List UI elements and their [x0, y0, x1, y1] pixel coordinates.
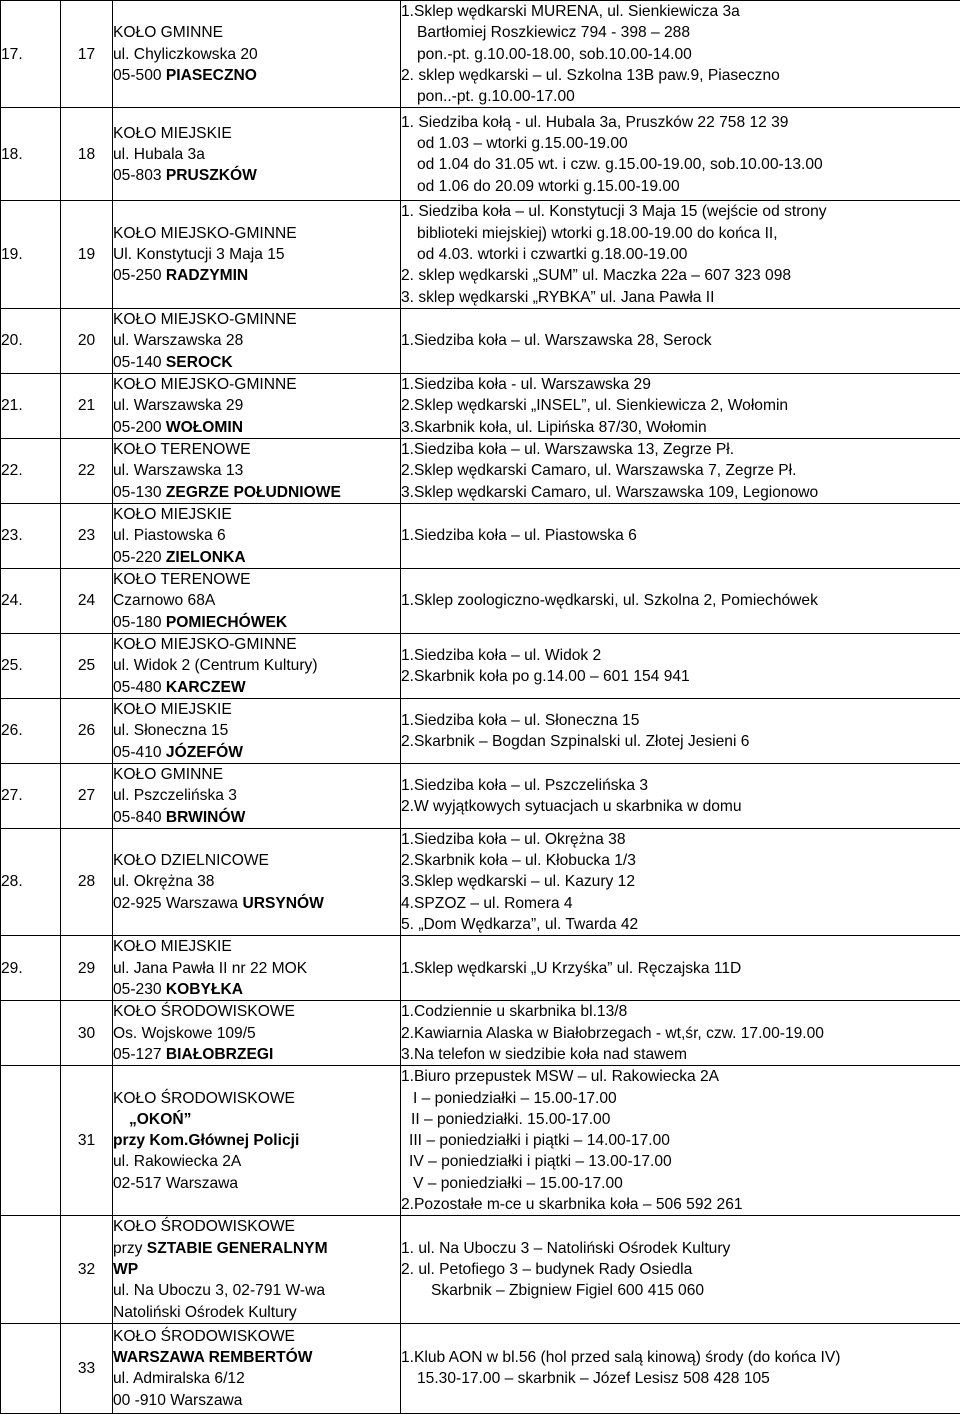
address-line — [113, 44, 400, 65]
address-text: ul. Słoneczna 15 — [113, 722, 228, 739]
address-line — [113, 590, 400, 611]
address-line — [113, 742, 400, 763]
address-text: 05-500 — [113, 67, 166, 84]
table-row — [1, 503, 960, 568]
address-line — [113, 460, 400, 481]
row-ordinal: 20. — [1, 308, 61, 373]
address-text-bold: KARCZEW — [166, 679, 246, 696]
table-row — [1, 698, 960, 763]
address-line — [113, 569, 400, 590]
club-address-cell — [113, 936, 401, 1001]
info-line: od 1.06 do 20.09 wtorki g.15.00-19.00 — [401, 176, 960, 197]
info-line: 1. ul. Na Uboczu 3 – Natoliński Ośrodek Kultury — [401, 1238, 960, 1259]
address-text: 05-480 — [113, 679, 166, 696]
row-ordinal: 24. — [1, 568, 61, 633]
address-line — [113, 22, 400, 43]
address-line — [113, 1044, 400, 1065]
row-ordinal: 27. — [1, 763, 61, 828]
club-info-cell — [401, 1, 960, 108]
address-line — [113, 504, 400, 525]
address-text-bold: WP — [113, 1261, 138, 1278]
address-text: Os. Wojskowe 109/5 — [113, 1025, 256, 1042]
club-address-cell — [113, 373, 401, 438]
info-line: I – poniedziałki – 15.00-17.00 — [401, 1088, 960, 1109]
table-body — [1, 1, 960, 1414]
club-address-cell — [113, 633, 401, 698]
address-text: KOŁO ŚRODOWISKOWE — [113, 1328, 295, 1345]
table-row — [1, 373, 960, 438]
info-line: 1.Siedziba koła – ul. Warszawska 13, Zegrze Pł. — [401, 439, 960, 460]
club-address-cell — [113, 503, 401, 568]
club-address-cell — [113, 763, 401, 828]
info-line: 2.Pozostałe m-ce u skarbnika koła – 506 592 261 — [401, 1194, 960, 1215]
row-ordinal — [1, 1001, 61, 1066]
club-address-cell — [113, 1001, 401, 1066]
info-line: pon.-pt. g.10.00-18.00, sob.10.00-14.00 — [401, 44, 960, 65]
address-text: 05-127 — [113, 1046, 166, 1063]
address-text: 05-180 — [113, 614, 166, 631]
address-line — [113, 65, 400, 86]
address-text: KOŁO GMINNE — [113, 766, 223, 783]
club-address-cell — [113, 828, 401, 935]
address-text: Natoliński Ośrodek Kultury — [113, 1304, 297, 1321]
info-line: 2.Skarbnik koła po g.14.00 – 601 154 941 — [401, 666, 960, 687]
club-info-cell — [401, 698, 960, 763]
row-ordinal: 23. — [1, 503, 61, 568]
address-text: 05-250 — [113, 267, 166, 284]
address-line — [113, 1109, 400, 1130]
table-row — [1, 438, 960, 503]
address-text: 05-140 — [113, 354, 166, 371]
address-text-bold: SEROCK — [166, 354, 233, 371]
address-text: ul. Widok 2 (Centrum Kultury) — [113, 657, 318, 674]
address-text: KOŁO ŚRODOWISKOWE — [113, 1218, 295, 1235]
info-line: 1.Biuro przepustek MSW – ul. Rakowiecka 2A — [401, 1066, 960, 1087]
club-number: 20 — [61, 308, 113, 373]
address-text: 02-925 Warszawa — [113, 895, 242, 912]
address-text: Czarnowo 68A — [113, 592, 215, 609]
address-line — [113, 417, 400, 438]
info-line: 4.SPZOZ – ul. Romera 4 — [401, 893, 960, 914]
address-text-bold: „OKOŃ” — [129, 1111, 191, 1128]
address-text: KOŁO MIEJSKIE — [113, 701, 232, 718]
club-info-cell — [401, 201, 960, 308]
address-text: ul. Warszawska 29 — [113, 397, 243, 414]
row-ordinal: 19. — [1, 201, 61, 308]
club-info-cell — [401, 503, 960, 568]
address-text: ul. Pszczelińska 3 — [113, 787, 237, 804]
info-line: 1.Sklep wędkarski MURENA, ul. Sienkiewicza 3a — [401, 1, 960, 22]
club-number: 27 — [61, 763, 113, 828]
address-line — [113, 1326, 400, 1347]
address-line — [113, 850, 400, 871]
club-address-cell — [113, 568, 401, 633]
address-text-bold: KOBYŁKA — [166, 981, 243, 998]
club-address-cell — [113, 1, 401, 108]
address-line — [113, 1151, 400, 1172]
club-address-cell — [113, 108, 401, 201]
address-line — [113, 699, 400, 720]
address-line — [113, 547, 400, 568]
club-info-cell — [401, 763, 960, 828]
row-ordinal: 21. — [1, 373, 61, 438]
club-address-cell — [113, 201, 401, 308]
address-text: 05-840 — [113, 809, 166, 826]
address-line — [113, 1088, 400, 1109]
info-line: 1. Siedziba koła – ul. Konstytucji 3 Maja 15 (wejście od strony — [401, 201, 960, 222]
address-text: ul. Warszawska 13 — [113, 462, 243, 479]
info-line: 1.Sklep wędkarski „U Krzyśka” ul. Ręczajska 11D — [401, 958, 960, 979]
club-address-cell — [113, 698, 401, 763]
address-line — [113, 352, 400, 373]
club-info-cell — [401, 373, 960, 438]
info-line: 15.30-17.00 – skarbnik – Józef Lesisz 508 428 105 — [401, 1368, 960, 1389]
row-ordinal: 29. — [1, 936, 61, 1001]
address-line — [113, 265, 400, 286]
club-address-cell — [113, 1216, 401, 1323]
address-text-bold: POMIECHÓWEK — [166, 614, 287, 631]
info-line: 2.Kawiarnia Alaska w Białobrzegach - wt,śr, czw. 17.00-19.00 — [401, 1023, 960, 1044]
address-text-bold: SZTABIE GENERALNYM — [147, 1240, 328, 1257]
club-number: 22 — [61, 438, 113, 503]
address-line — [113, 655, 400, 676]
info-line: pon..-pt. g.10.00-17.00 — [401, 86, 960, 107]
club-address-cell — [113, 308, 401, 373]
table-row — [1, 1216, 960, 1323]
club-address-cell — [113, 438, 401, 503]
club-number: 19 — [61, 201, 113, 308]
address-text-bold: URSYNÓW — [242, 895, 323, 912]
info-line: 3.Na telefon w siedzibie koła nad stawem — [401, 1044, 960, 1065]
address-line — [113, 979, 400, 1000]
info-line: V – poniedziałki – 15.00-17.00 — [401, 1173, 960, 1194]
info-line: 3. sklep wędkarski „RYBKA” ul. Jana Pawła II — [401, 287, 960, 308]
club-number: 24 — [61, 568, 113, 633]
address-text: 02-517 Warszawa — [113, 1175, 238, 1192]
row-ordinal: 18. — [1, 108, 61, 201]
row-ordinal: 25. — [1, 633, 61, 698]
address-text: 05-130 — [113, 484, 166, 501]
address-line — [113, 1390, 400, 1411]
row-ordinal: 22. — [1, 438, 61, 503]
address-text: KOŁO MIEJSKO-GMINNE — [113, 376, 297, 393]
address-line — [113, 1216, 400, 1237]
club-info-cell — [401, 633, 960, 698]
club-info-cell — [401, 1066, 960, 1216]
info-line: 2.Sklep wędkarski „INSEL”, ul. Sienkiewicza 2, Wołomin — [401, 395, 960, 416]
address-text: ul. Warszawska 28 — [113, 332, 243, 349]
address-line — [113, 612, 400, 633]
club-info-cell — [401, 308, 960, 373]
address-text: 05-803 — [113, 167, 166, 184]
row-ordinal: 28. — [1, 828, 61, 935]
info-line: 1.Siedziba koła – ul. Widok 2 — [401, 645, 960, 666]
address-line — [113, 720, 400, 741]
info-line: 2.Skarbnik koła – ul. Kłobucka 1/3 — [401, 850, 960, 871]
info-line: 3.Skarbnik koła, ul. Lipińska 87/30, Wołomin — [401, 417, 960, 438]
info-line: 1.Siedziba koła – ul. Warszawska 28, Serock — [401, 330, 960, 351]
info-line: 1.Siedziba koła – ul. Piastowska 6 — [401, 525, 960, 546]
address-text-bold: RADZYMIN — [166, 267, 248, 284]
info-line: 3.Sklep wędkarski – ul. Kazury 12 — [401, 871, 960, 892]
address-line — [113, 123, 400, 144]
address-line — [113, 439, 400, 460]
club-number: 33 — [61, 1323, 113, 1413]
club-info-cell — [401, 936, 960, 1001]
address-line — [113, 525, 400, 546]
info-line: 1.Siedziba koła - ul. Warszawska 29 — [401, 374, 960, 395]
info-line: 1.Siedziba koła – ul. Słoneczna 15 — [401, 710, 960, 731]
row-ordinal: 17. — [1, 1, 61, 108]
club-number: 28 — [61, 828, 113, 935]
address-line — [113, 893, 400, 914]
address-text: KOŁO GMINNE — [113, 24, 223, 41]
club-address-cell — [113, 1066, 401, 1216]
address-text: KOŁO MIEJSKO-GMINNE — [113, 311, 297, 328]
info-line: 2. sklep wędkarski „SUM” ul. Maczka 22a – 607 323 098 — [401, 265, 960, 286]
info-line: 1. Siedziba kołą - ul. Hubala 3a, Pruszków 22 758 12 39 — [401, 112, 960, 133]
info-line: 1.Sklep zoologiczno-wędkarski, ul. Szkolna 2, Pomiechówek — [401, 590, 960, 611]
info-line: 2.W wyjątkowych sytuacjach u skarbnika w domu — [401, 796, 960, 817]
club-info-cell — [401, 438, 960, 503]
address-line — [113, 1302, 400, 1323]
address-text: ul. Jana Pawła II nr 22 MOK — [113, 960, 307, 977]
table-row — [1, 308, 960, 373]
address-text-bold: WARSZAWA REMBERTÓW — [113, 1349, 313, 1366]
address-text-bold: ZIELONKA — [166, 549, 246, 566]
info-line: 2. ul. Petofiego 3 – budynek Rady Osiedla — [401, 1259, 960, 1280]
address-text: KOŁO MIEJSKO-GMINNE — [113, 225, 297, 242]
address-text-bold: BIAŁOBRZEGI — [166, 1046, 273, 1063]
address-text: ul. Rakowiecka 2A — [113, 1153, 241, 1170]
club-number: 23 — [61, 503, 113, 568]
row-ordinal: 26. — [1, 698, 61, 763]
table-row — [1, 936, 960, 1001]
address-text: KOŁO MIEJSKIE — [113, 938, 232, 955]
address-text: ul. Na Uboczu 3, 02-791 W-wa — [113, 1282, 325, 1299]
address-line — [113, 764, 400, 785]
address-line — [113, 958, 400, 979]
address-line — [113, 1347, 400, 1368]
info-line: 2. sklep wędkarski – ul. Szkolna 13B paw.9, Piaseczno — [401, 65, 960, 86]
club-number: 26 — [61, 698, 113, 763]
address-line — [113, 936, 400, 957]
row-ordinal — [1, 1066, 61, 1216]
address-line — [113, 330, 400, 351]
info-line: od 1.03 – wtorki g.15.00-19.00 — [401, 133, 960, 154]
info-line: od 1.04 do 31.05 wt. i czw. g.15.00-19.00, sob.10.00-13.00 — [401, 154, 960, 175]
club-info-cell — [401, 568, 960, 633]
club-number: 17 — [61, 1, 113, 108]
address-text: 00 -910 Warszawa — [113, 1392, 242, 1409]
info-line: 1.Codziennie u skarbnika bl.13/8 — [401, 1001, 960, 1022]
address-text: KOŁO MIEJSKIE — [113, 125, 232, 142]
row-ordinal — [1, 1216, 61, 1323]
address-line — [113, 807, 400, 828]
table-row — [1, 828, 960, 935]
club-info-cell — [401, 1216, 960, 1323]
address-text: ul. Hubala 3a — [113, 146, 205, 163]
address-text: ul. Piastowska 6 — [113, 527, 226, 544]
address-text-bold: JÓZEFÓW — [166, 744, 243, 761]
info-line: 2.Skarbnik – Bogdan Szpinalski ul. Złotej Jesieni 6 — [401, 731, 960, 752]
club-number: 25 — [61, 633, 113, 698]
info-line: IV – poniedziałki i piątki – 13.00-17.00 — [401, 1151, 960, 1172]
table-row — [1, 1, 960, 108]
address-line — [113, 482, 400, 503]
address-line — [113, 395, 400, 416]
info-line: 5. „Dom Wędkarza”, ul. Twarda 42 — [401, 914, 960, 935]
address-line — [113, 1173, 400, 1194]
info-line: 1.Klub AON w bl.56 (hol przed salą kinową) środy (do końca IV) — [401, 1347, 960, 1368]
address-line — [113, 1238, 400, 1259]
address-line — [113, 634, 400, 655]
address-line — [113, 785, 400, 806]
address-text: Ul. Konstytucji 3 Maja 15 — [113, 246, 285, 263]
address-line — [113, 1130, 400, 1151]
address-text: ul. Okrężna 38 — [113, 873, 214, 890]
address-line — [113, 144, 400, 165]
club-number: 29 — [61, 936, 113, 1001]
address-text: KOŁO TERENOWE — [113, 571, 250, 588]
club-number: 30 — [61, 1001, 113, 1066]
address-line — [113, 677, 400, 698]
address-text: przy — [113, 1240, 147, 1257]
address-text: ul. Admiralska 6/12 — [113, 1370, 245, 1387]
address-text: ul. Chyliczkowska 20 — [113, 46, 258, 63]
table-row — [1, 568, 960, 633]
club-number: 32 — [61, 1216, 113, 1323]
club-info-cell — [401, 828, 960, 935]
info-line: od 4.03. wtorki i czwartki g.18.00-19.00 — [401, 244, 960, 265]
address-line — [113, 374, 400, 395]
address-line — [113, 1280, 400, 1301]
address-line — [113, 871, 400, 892]
info-line: III – poniedziałki i piątki – 14.00-17.00 — [401, 1130, 960, 1151]
address-text-bold: PRUSZKÓW — [166, 167, 257, 184]
address-text-bold: BRWINÓW — [166, 809, 245, 826]
address-text: 05-410 — [113, 744, 166, 761]
info-line: Skarbnik – Zbigniew Figiel 600 415 060 — [401, 1280, 960, 1301]
table-row — [1, 1066, 960, 1216]
address-text-bold: ZEGRZE POŁUDNIOWE — [166, 484, 341, 501]
address-line — [113, 1368, 400, 1389]
address-text: KOŁO MIEJSKO-GMINNE — [113, 636, 297, 653]
address-text: KOŁO DZIELNICOWE — [113, 852, 269, 869]
club-number: 21 — [61, 373, 113, 438]
club-info-cell — [401, 1001, 960, 1066]
info-line: 2.Sklep wędkarski Camaro, ul. Warszawska 7, Zegrze Pł. — [401, 460, 960, 481]
address-text: 05-220 — [113, 549, 166, 566]
table-row — [1, 633, 960, 698]
address-text: KOŁO ŚRODOWISKOWE — [113, 1003, 295, 1020]
address-text-bold: PIASECZNO — [166, 67, 257, 84]
address-text: KOŁO ŚRODOWISKOWE — [113, 1090, 295, 1107]
address-line — [113, 223, 400, 244]
info-line: biblioteki miejskiej) wtorki g.18.00-19.00 do końca II, — [401, 223, 960, 244]
table-row — [1, 763, 960, 828]
address-text-bold: przy Kom.Głównej Policji — [113, 1132, 299, 1149]
info-line: 1.Siedziba koła – ul. Pszczelińska 3 — [401, 775, 960, 796]
address-text-bold: WOŁOMIN — [166, 419, 243, 436]
table-row — [1, 201, 960, 308]
address-line — [113, 1023, 400, 1044]
info-line: 3.Sklep wędkarski Camaro, ul. Warszawska 109, Legionowo — [401, 482, 960, 503]
address-text: 05-230 — [113, 981, 166, 998]
address-line — [113, 1259, 400, 1280]
info-line: 1.Siedziba koła – ul. Okrężna 38 — [401, 829, 960, 850]
address-line — [113, 1001, 400, 1022]
address-line — [113, 309, 400, 330]
club-number: 18 — [61, 108, 113, 201]
address-line — [113, 244, 400, 265]
address-line — [113, 165, 400, 186]
club-number: 31 — [61, 1066, 113, 1216]
table-row — [1, 108, 960, 201]
address-text: 05-200 — [113, 419, 166, 436]
address-text: KOŁO MIEJSKIE — [113, 506, 232, 523]
info-line: II – poniedziałki. 15.00-17.00 — [401, 1109, 960, 1130]
table-row — [1, 1001, 960, 1066]
club-info-cell — [401, 108, 960, 201]
address-text: KOŁO TERENOWE — [113, 441, 250, 458]
info-line: Bartłomiej Roszkiewicz 794 - 398 – 288 — [401, 22, 960, 43]
